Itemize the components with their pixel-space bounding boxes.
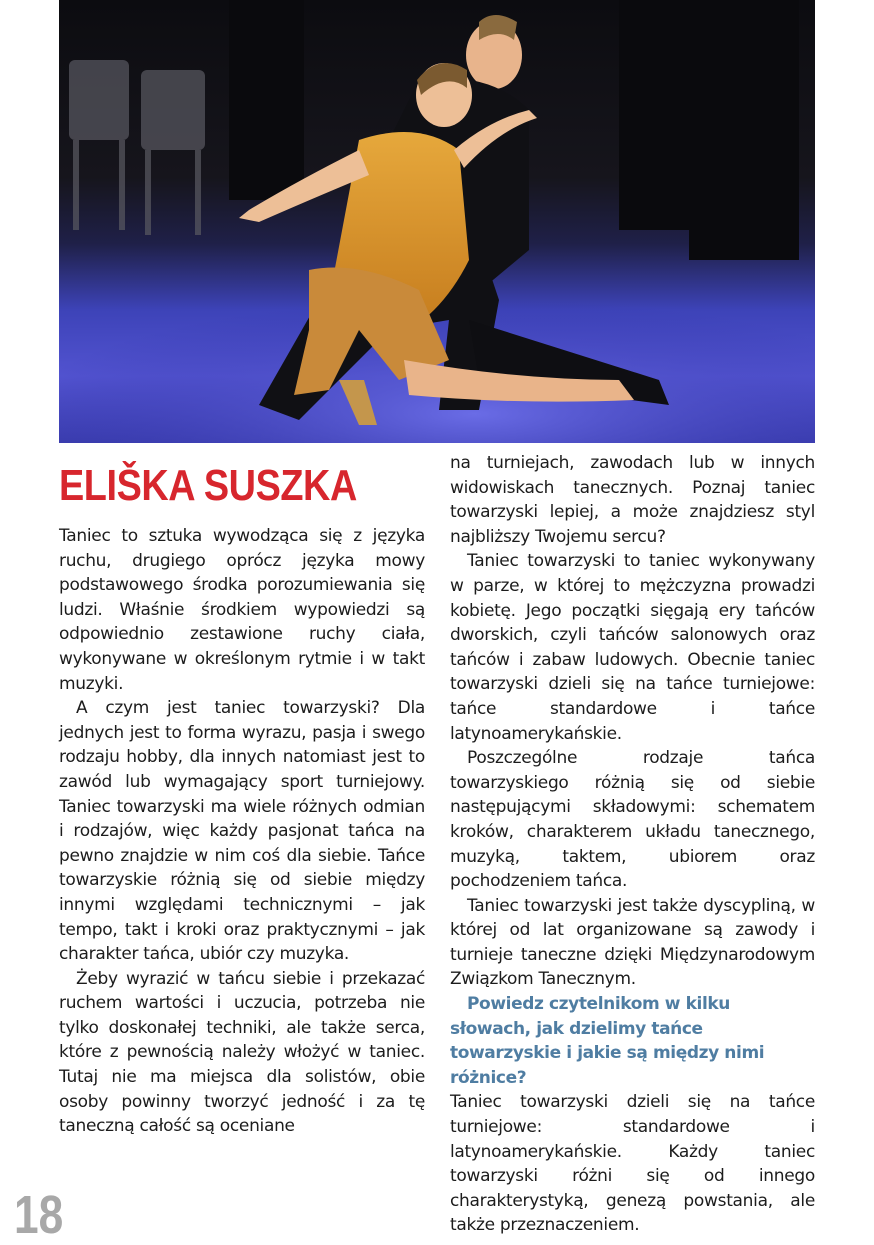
right-column (450, 451, 815, 1238)
paragraph-continuation: na turniejach, zawodach lub w innych widowiskach tanecznych. Poznaj taniec towarzyski lepiej, a może znajdziesz styl najbliższy Twojemu sercu? (450, 453, 815, 547)
paragraph: Żeby wyrazić w tańcu siebie i przekazać ruchem wartości i uczucia, potrzeba nie tylko doskonałej techniki, ale także serca, które z pewnością należy włożyć w taniec. Tutaj nie ma miejsca dla solistów, obie osoby powinny tworzyć jedność i za tę taneczną całość są oceniane (59, 968, 425, 1137)
article-title: ELIŠKA SUSZKA (59, 461, 357, 510)
paragraph: Taniec towarzyski to taniec wykonywany w parze, w której to mężczyzna prowadzi kobietę. Jego początki sięgają ery tańców dworskich, czyli tańców salonowych oraz tańców i zabaw ludowych. Obecnie taniec towarzyski dzieli się na tańce turniejowe: tańce standardowe i tańce latynoamerykańskie. (450, 551, 815, 744)
page-number: 18 (14, 1185, 64, 1245)
article-photo (59, 0, 815, 443)
paragraph: Taniec towarzyski jest także dyscypliną, w której od lat organizowane są zawody i turnieje taneczne dzięki Międzynarodowym Związkom Tanecznym. (450, 895, 815, 990)
left-column (59, 524, 425, 1139)
paragraph: A czym jest taniec towarzyski? Dla jednych jest to forma wyrazu, pasja i swego rodzaju hobby, dla innych natomiast jest to zawód lub wymagający sport turniejowy. Taniec towarzyski ma wiele różnych odmian i rodzajów, więc każdy pasjonat tańca na pewno znajdzie w nim coś dla siebie. Tańce towarzyskie różnią się od siebie między innymi względami technicznymi – jak tempo, takt i kroki oraz praktycznymi – jak charakter tańca, ubiór czy muzyka. (59, 698, 425, 965)
paragraph: Poszczególne rodzaje tańca towarzyskiego różnią się od siebie następującymi składowymi: schematem kroków, charakterem układu tanecznego, muzyką, taktem, ubiorem oraz pochodzeniem tańca. (450, 748, 815, 892)
interview-answer: Taniec towarzyski dzieli się na tańce turniejowe: standardowe i latynoamerykańskie. Każdy taniec towarzyski różni się od innego charakterystyką, genezą powstania, ale także przeznaczeniem. (450, 1092, 815, 1236)
paragraph: Taniec to sztuka wywodząca się z języka ruchu, drugiego oprócz języka mowy podstawowego środka porozumiewania się ludzi. Właśnie środkiem wypowiedzi są odpowiednio zestawione ruchy ciała, wykonywane w określonym rytmie i w takt muzyki. (59, 526, 425, 694)
interview-question: Powiedz czytelnikom w kilku słowach, jak dzielimy tańce towarzyskie i jakie są między nimi różnice? (450, 994, 765, 1088)
